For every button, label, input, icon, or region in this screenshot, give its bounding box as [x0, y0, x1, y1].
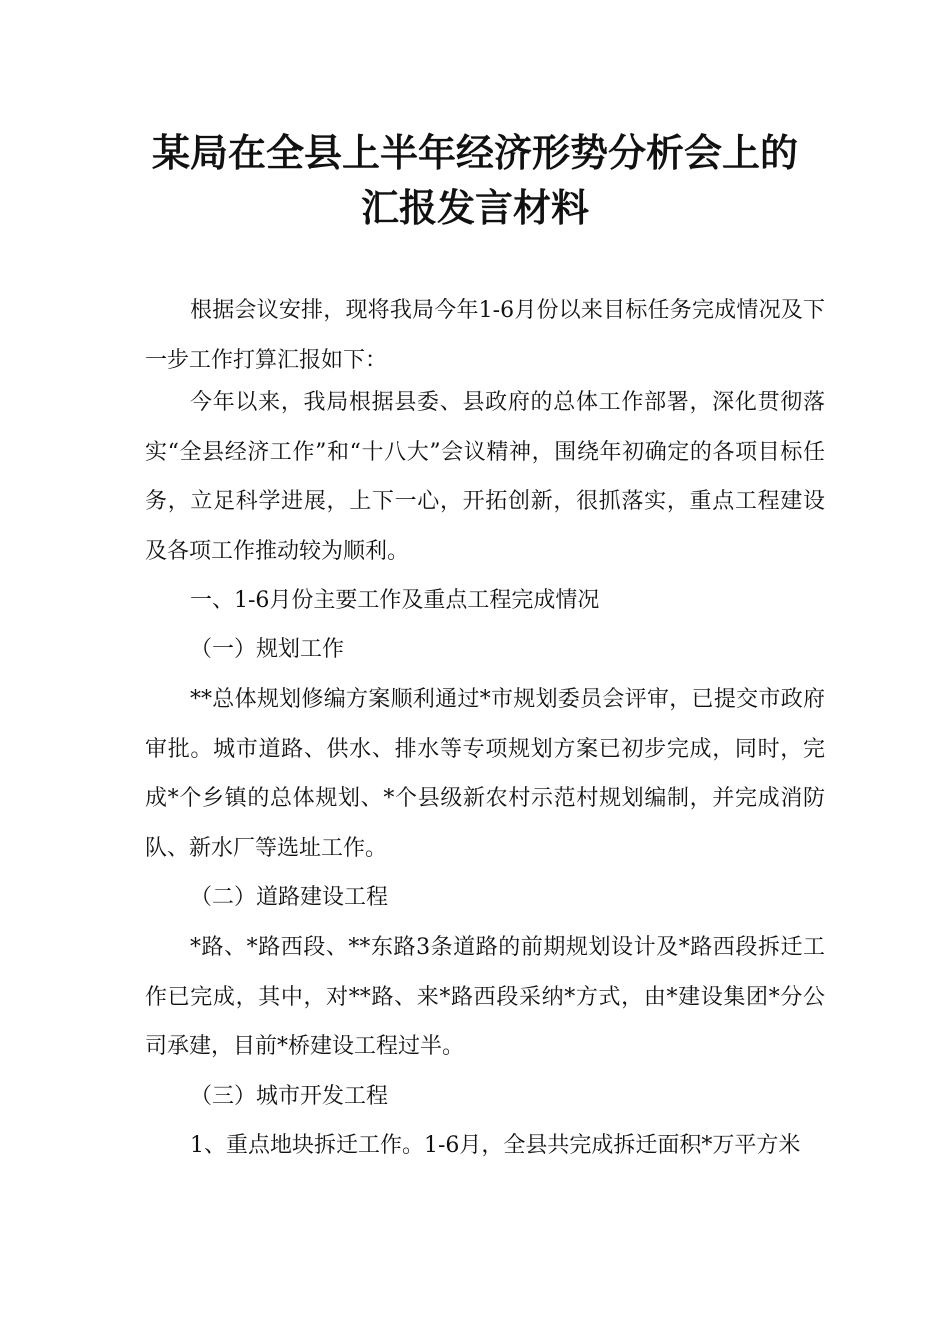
intro-paragraph: 根据会议安排，现将我局今年1-6月份以来目标任务完成情况及下一步工作打算汇报如下： [145, 298, 825, 373]
document-title-line-2: 汇报发言材料 [360, 186, 589, 230]
overview-paragraph: 今年以来，我局根据县委、县政府的总体工作部署，深化贯彻落实“全县经济工作”和“十八大”会议精神，围绕年初确定的各项目标任务，立足科学进展，上下一心，开拓创新，很抓落实，重点工程建设及各项工作推动较为顺利。 [145, 390, 825, 564]
demolition-paragraph: 1、重点地块拆迁工作。1-6月，全县共完成拆迁面积*万平方米 [190, 1133, 801, 1158]
subsection-heading-roads: （二）道路建设工程 [190, 885, 389, 910]
section-heading-1: 一、1-6月份主要工作及重点工程完成情况 [190, 588, 600, 613]
document-title-line-1: 某局在全县上半年经济形势分析会上的 [151, 131, 798, 175]
subsection-heading-urban-development: （三）城市开发工程 [190, 1084, 389, 1109]
subsection-heading-planning: （一）规划工作 [190, 637, 345, 662]
planning-paragraph: **总体规划修编方案顺利通过*市规划委员会评审，已提交市政府审批。城市道路、供水、排水等专项规划方案已初步完成，同时，完成*个乡镇的总体规划、*个县级新农村示范村规划编制，并完成消防队、新水厂等选址工作。 [145, 687, 825, 861]
roads-paragraph: *路、*路西段、**东路3条道路的前期规划设计及*路西段拆迁工作已完成，其中，对**路、来*路西段采纳*方式，由*建设集团*分公司承建，目前*桥建设工程过半。 [145, 935, 825, 1059]
